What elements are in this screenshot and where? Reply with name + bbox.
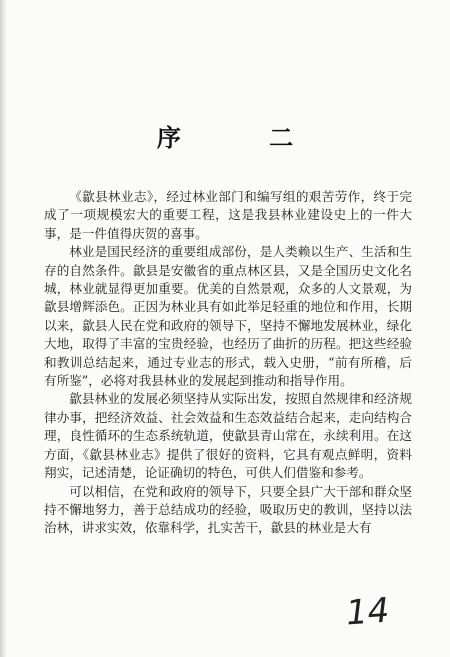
body-text <box>44 188 412 538</box>
scan-edge <box>0 0 6 657</box>
paragraph-3: 歙县林业的发展必须坚持从实际出发，按照自然规律和经济规律办事，把经济效益、社会效益和生态效益结合起来，走向结构合理，良性循环的生态系统轨道，使歙县青山常在，永续利用。在这方面，《歙县林业志》提供了很好的资料，它具有观点鲜明，资料翔实，记述清楚，论证确切的特色，可供人们借鉴和参考。 <box>44 391 412 481</box>
page-title: 序 二 <box>156 124 334 152</box>
paragraph-1: 《歙县林业志》，经过林业部门和编写组的艰苦劳作，终于完成了一项规模宏大的重要工程，这是我县林业建设史上的一件大事，是一件值得庆贺的喜事。 <box>44 189 412 241</box>
page-number: 14 <box>344 590 391 634</box>
paragraph-4: 可以相信，在党和政府的领导下，只要全县广大干部和群众坚持不懈地努力，善于总结成功的经验，吸取历史的教训，坚持以法治林，讲求实效，依靠科学，扎实苦干，歙县的林业是大有 <box>44 483 412 536</box>
paragraph-2: 林业是国民经济的重要组成部份，是人类赖以生产、生活和生存的自然条件。歙县是安徽省的重点林区县，又是全国历史文化名城，林业就显得更加重要。优美的自然景观，众多的人文景观，为歙县增辉添色。正因为林业具有如此举足轻重的地位和作用，长期以来，歙县人民在党和政府的领导下，坚持不懈地发展林业，绿化大地，取得了丰富的宝贵经验，也经历了曲折的历程。把这些经验和教训总结起来，通过专业志的形式，载入史册，“前有所稽，后有所鉴”，必将对我县林业的发展起到推动和指导作用。 <box>44 244 412 389</box>
